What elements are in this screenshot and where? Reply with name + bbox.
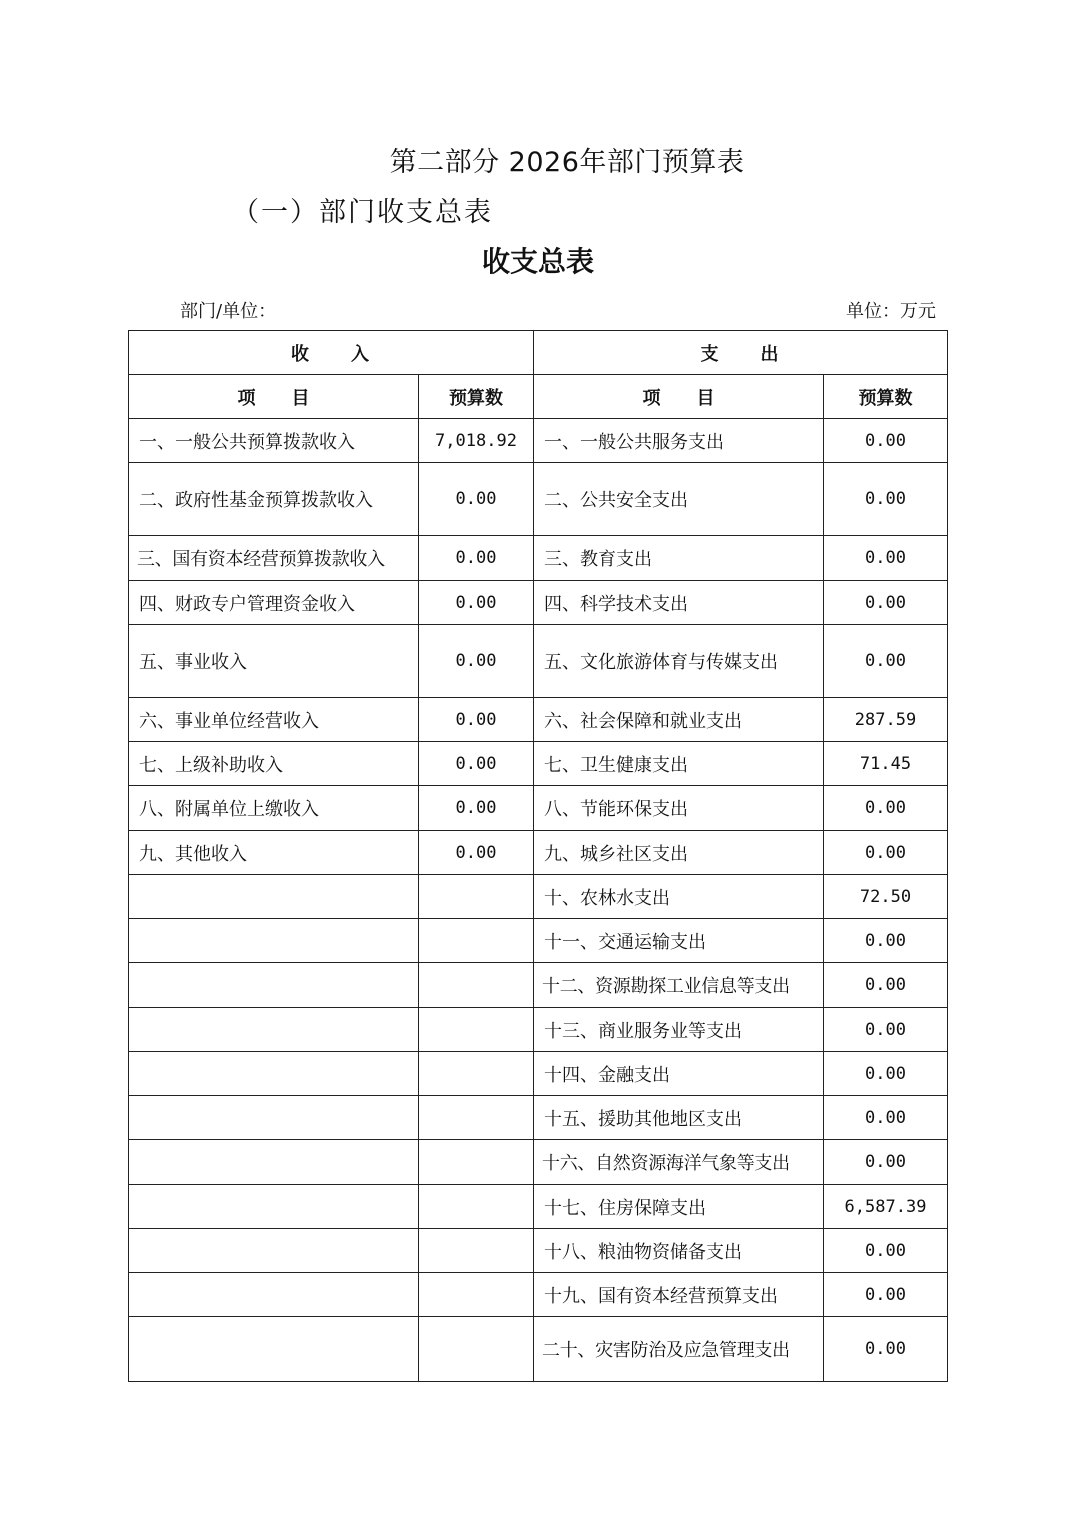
expense-budget-cell: 0.00 xyxy=(824,1140,948,1185)
expense-item-cell: 二十、灾害防治及应急管理支出 xyxy=(534,1317,824,1382)
income-budget-cell: 0.00 xyxy=(419,536,534,581)
section-title: （一）部门收支总表 xyxy=(232,197,493,228)
income-item-cell: 九、其他收入 xyxy=(129,831,419,875)
income-item-cell xyxy=(129,1185,419,1229)
income-item-cell: 一、一般公共预算拨款收入 xyxy=(129,419,419,463)
income-budget-cell xyxy=(419,1273,534,1317)
expense-item-cell: 二、公共安全支出 xyxy=(534,463,824,536)
income-item-cell: 六、事业单位经营收入 xyxy=(129,698,419,742)
expense-item-cell: 十七、住房保障支出 xyxy=(534,1185,824,1229)
column-header-row xyxy=(129,375,948,419)
income-item-cell xyxy=(129,1229,419,1273)
expense-budget-cell: 0.00 xyxy=(824,1052,948,1096)
expense-item-cell: 六、社会保障和就业支出 xyxy=(534,698,824,742)
income-item-cell xyxy=(129,1096,419,1140)
income-budget-cell: 7,018.92 xyxy=(419,419,534,463)
income-item-header: 项 目 xyxy=(129,375,419,419)
expense-item-cell: 十九、国有资本经营预算支出 xyxy=(534,1273,824,1317)
income-budget-cell: 0.00 xyxy=(419,463,534,536)
income-budget-cell: 0.00 xyxy=(419,698,534,742)
expense-budget-cell: 0.00 xyxy=(824,1273,948,1317)
income-item-cell xyxy=(129,1052,419,1096)
table-row xyxy=(129,919,948,963)
table-row xyxy=(129,1229,948,1273)
table-title: 收支总表 xyxy=(481,245,594,278)
table-row xyxy=(129,625,948,698)
income-item-cell xyxy=(129,919,419,963)
income-item-cell xyxy=(129,963,419,1008)
income-budget-cell xyxy=(419,963,534,1008)
table-row xyxy=(129,742,948,786)
expense-budget-cell: 0.00 xyxy=(824,919,948,963)
expense-budget-cell: 0.00 xyxy=(824,1008,948,1052)
income-budget-header: 预算数 xyxy=(419,375,534,419)
expense-budget-cell: 0.00 xyxy=(824,419,948,463)
income-budget-cell xyxy=(419,875,534,919)
group-header-row xyxy=(129,331,948,375)
income-item-cell: 七、上级补助收入 xyxy=(129,742,419,786)
table-row xyxy=(129,1140,948,1185)
table-row xyxy=(129,1317,948,1382)
expense-budget-cell: 0.00 xyxy=(824,1317,948,1382)
table-row xyxy=(129,875,948,919)
expense-budget-cell: 0.00 xyxy=(824,463,948,536)
income-budget-cell xyxy=(419,1052,534,1096)
income-budget-cell xyxy=(419,919,534,963)
expense-budget-cell: 72.50 xyxy=(824,875,948,919)
income-item-cell: 二、政府性基金预算拨款收入 xyxy=(129,463,419,536)
income-budget-cell xyxy=(419,1317,534,1382)
table-row xyxy=(129,536,948,581)
expense-budget-cell: 6,587.39 xyxy=(824,1185,948,1229)
income-budget-cell xyxy=(419,1096,534,1140)
expense-header: 支 出 xyxy=(534,331,948,375)
expense-budget-cell: 71.45 xyxy=(824,742,948,786)
expense-item-cell: 十五、援助其他地区支出 xyxy=(534,1096,824,1140)
expense-budget-cell: 0.00 xyxy=(824,1229,948,1273)
income-item-cell: 五、事业收入 xyxy=(129,625,419,698)
part-title: 第二部分 2026年部门预算表 xyxy=(389,147,745,178)
expense-budget-cell: 0.00 xyxy=(824,963,948,1008)
expense-item-cell: 九、城乡社区支出 xyxy=(534,831,824,875)
table-row xyxy=(129,831,948,875)
table-row xyxy=(129,1008,948,1052)
income-budget-cell: 0.00 xyxy=(419,742,534,786)
expense-item-cell: 三、教育支出 xyxy=(534,536,824,581)
income-item-cell xyxy=(129,1008,419,1052)
income-item-cell: 三、国有资本经营预算拨款收入 xyxy=(129,536,419,581)
income-item-cell: 八、附属单位上缴收入 xyxy=(129,786,419,831)
expense-budget-cell: 0.00 xyxy=(824,831,948,875)
income-budget-cell: 0.00 xyxy=(419,786,534,831)
income-item-cell xyxy=(129,875,419,919)
expense-budget-cell: 0.00 xyxy=(824,625,948,698)
expense-budget-cell: 0.00 xyxy=(824,536,948,581)
expense-item-cell: 十三、商业服务业等支出 xyxy=(534,1008,824,1052)
expense-item-cell: 八、节能环保支出 xyxy=(534,786,824,831)
expense-budget-cell: 0.00 xyxy=(824,1096,948,1140)
income-budget-cell: 0.00 xyxy=(419,831,534,875)
table-row xyxy=(129,419,948,463)
income-budget-cell: 0.00 xyxy=(419,625,534,698)
expense-item-header: 项 目 xyxy=(534,375,824,419)
income-budget-cell xyxy=(419,1185,534,1229)
table-row xyxy=(129,698,948,742)
expense-budget-cell: 0.00 xyxy=(824,786,948,831)
expense-item-cell: 十四、金融支出 xyxy=(534,1052,824,1096)
expense-item-cell: 四、科学技术支出 xyxy=(534,581,824,625)
table-row xyxy=(129,581,948,625)
income-item-cell xyxy=(129,1317,419,1382)
table-row xyxy=(129,463,948,536)
table-row xyxy=(129,1185,948,1229)
expense-item-cell: 十、农林水支出 xyxy=(534,875,824,919)
table-row xyxy=(129,1052,948,1096)
budget-table xyxy=(128,330,948,1382)
table-row xyxy=(129,1273,948,1317)
dept-label: 部门/单位： xyxy=(180,301,277,322)
expense-item-cell: 七、卫生健康支出 xyxy=(534,742,824,786)
expense-budget-cell: 0.00 xyxy=(824,581,948,625)
expense-item-cell: 十一、交通运输支出 xyxy=(534,919,824,963)
expense-item-cell: 十八、粮油物资储备支出 xyxy=(534,1229,824,1273)
income-item-cell xyxy=(129,1140,419,1185)
income-budget-cell xyxy=(419,1229,534,1273)
expense-item-cell: 十二、资源勘探工业信息等支出 xyxy=(534,963,824,1008)
income-header: 收 入 xyxy=(129,331,534,375)
expense-budget-cell: 287.59 xyxy=(824,698,948,742)
expense-budget-header: 预算数 xyxy=(824,375,948,419)
income-budget-cell xyxy=(419,1008,534,1052)
income-budget-cell xyxy=(419,1140,534,1185)
income-item-cell: 四、财政专户管理资金收入 xyxy=(129,581,419,625)
table-row xyxy=(129,1096,948,1140)
table-body xyxy=(129,419,948,1382)
expense-item-cell: 一、一般公共服务支出 xyxy=(534,419,824,463)
expense-item-cell: 十六、自然资源海洋气象等支出 xyxy=(534,1140,824,1185)
unit-label: 单位：万元 xyxy=(846,301,936,322)
income-item-cell xyxy=(129,1273,419,1317)
income-budget-cell: 0.00 xyxy=(419,581,534,625)
table-row xyxy=(129,786,948,831)
expense-item-cell: 五、文化旅游体育与传媒支出 xyxy=(534,625,824,698)
table-row xyxy=(129,963,948,1008)
